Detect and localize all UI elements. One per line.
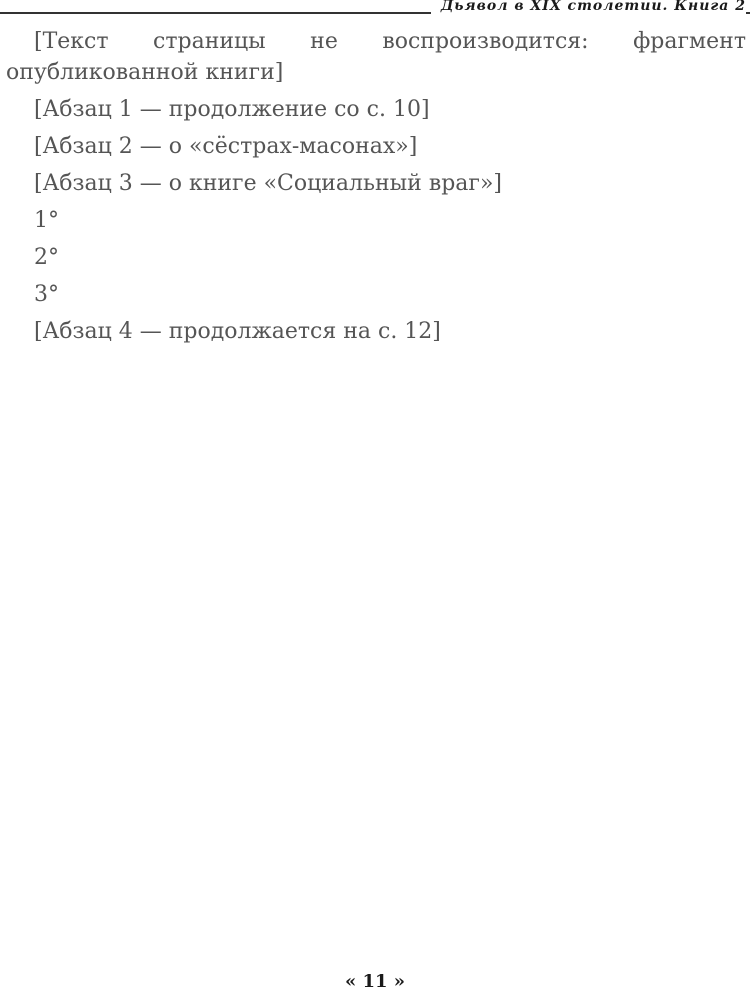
omission-note: [Текст страницы не воспроизводится: фрагмент опубликованной книги] — [6, 29, 746, 85]
list-item-1: 1° — [34, 208, 59, 233]
paragraph-2: [Абзац 2 — о «сёстрах-масонах»] — [34, 134, 418, 159]
paragraph-1: [Абзац 1 — продолжение со с. 10] — [34, 97, 430, 122]
paragraph-4: [Абзац 4 — продолжается на с. 12] — [34, 319, 441, 344]
page-body — [6, 26, 746, 966]
running-title: Дьявол в XIX столетии. Книга 2 — [431, 0, 746, 14]
paragraph-3: [Абзац 3 — о книге «Социальный враг»] — [34, 171, 502, 196]
list-item-2: 2° — [34, 245, 59, 270]
page-number: « 11 » — [344, 971, 406, 992]
running-header — [0, 0, 750, 14]
list-item-3: 3° — [34, 282, 59, 307]
